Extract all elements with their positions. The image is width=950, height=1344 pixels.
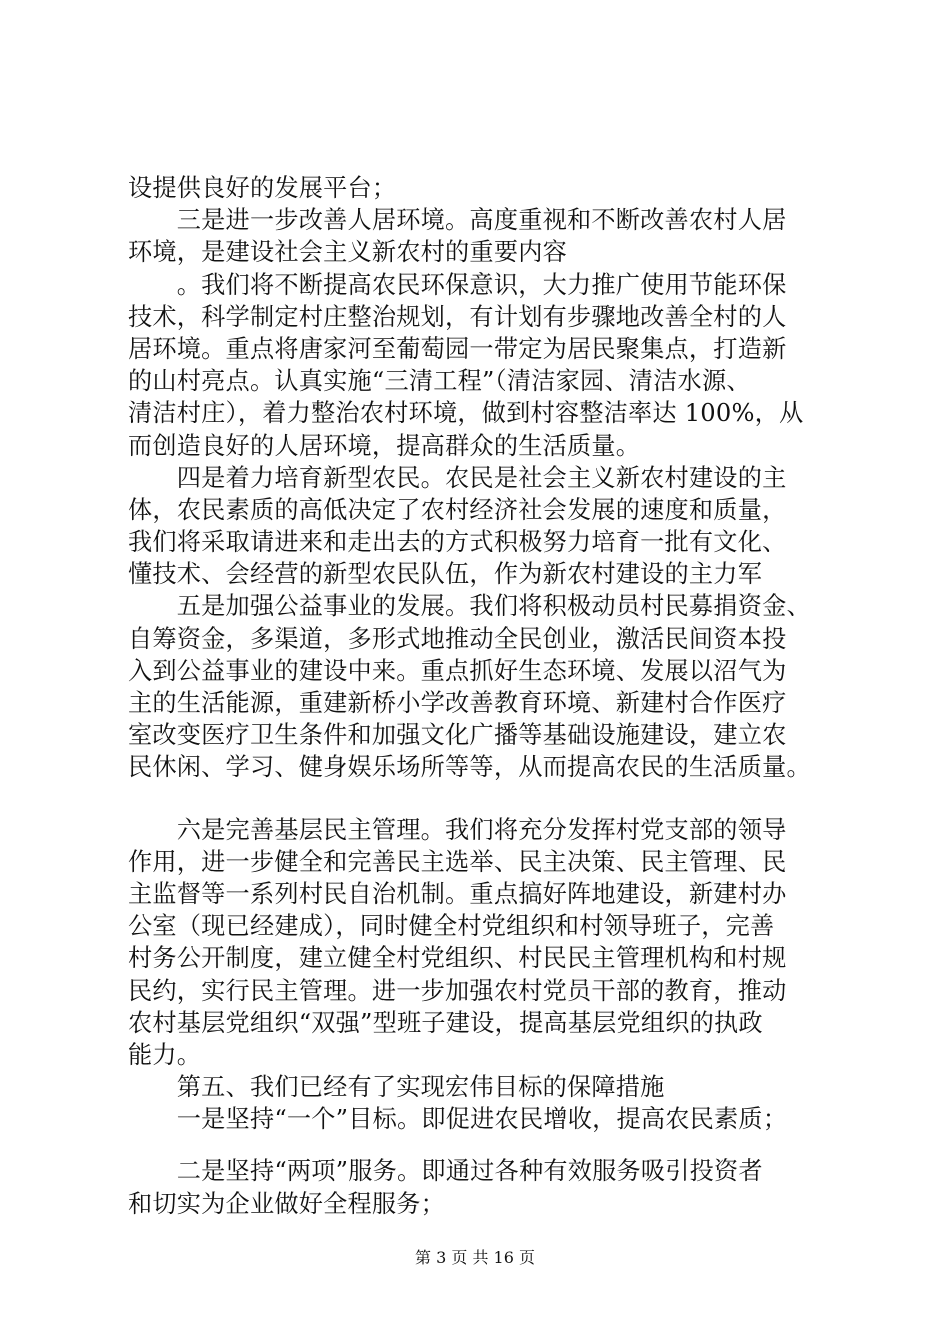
paragraph-start-line: 五是加强公益事业的发展。我们将积极动员村民募捐资金、 — [128, 592, 811, 621]
paragraph-gap — [128, 784, 848, 814]
text-line: 和切实为企业做好全程服务； — [128, 1189, 446, 1218]
paragraph-start-line: 六是完善基层民主管理。我们将充分发挥村党支部的领导 — [128, 815, 787, 844]
text-line: 的山村亮点。认真实施“三清工程”（清洁家园、清洁水源、 — [128, 367, 751, 396]
text-line: 主的生活能源，重建新桥小学改善教育环境、新建村合作医疗 — [128, 689, 787, 717]
text-line: 。我们将不断提高农民环保意识，大力推广使用节能环保 — [128, 270, 787, 299]
paragraph-start-line: 一是坚持“一个”目标。即促进农民增收，提高农民素质； — [128, 1105, 788, 1134]
document-body — [128, 172, 848, 1220]
text-line: 清洁村庄），着力整治农村环境，做到村容整洁率达 100%，从 — [128, 399, 804, 428]
text-line: 农村基层党组织“双强”型班子建设，提高基层党组织的执政 — [128, 1008, 763, 1037]
text-line: 能力。 — [128, 1040, 202, 1069]
text-line: 民休闲、学习、健身娱乐场所等等，从而提高农民的生活质量。 — [128, 753, 811, 782]
section-heading-line: 第五、我们已经有了实现宏伟目标的保障措施 — [128, 1073, 665, 1102]
text-line: 作用，进一步健全和完善民主选举、民主决策、民主管理、民 — [128, 847, 787, 876]
paragraph-gap — [128, 1135, 848, 1155]
text-line: 入到公益事业的建设中来。重点抓好生态环境、发展以沼气为 — [128, 656, 787, 685]
text-line: 懂技术、会经营的新型农民队伍，作为新农村建设的主力军 — [128, 560, 763, 589]
paragraph-start-line: 三是进一步改善人居环境。高度重视和不断改善农村人居 — [128, 206, 787, 235]
text-line: 室改变医疗卫生条件和加强文化广播等基础设施建设，建立农 — [128, 721, 787, 750]
text-line: 设提供良好的发展平台； — [128, 174, 397, 202]
paragraph-start-line: 二是坚持“两项”服务。即通过各种有效服务吸引投资者 — [128, 1157, 763, 1186]
text-line: 村务公开制度，建立健全村党组织、村民民主管理机构和村规 — [128, 944, 787, 973]
text-line: 体，农民素质的高低决定了农村经济社会发展的速度和质量， — [128, 495, 787, 524]
paragraph-start-line: 四是着力培育新型农民。农民是社会主义新农村建设的主 — [128, 463, 787, 492]
page-number-label: 第 3 页 共 16 页 — [415, 1248, 535, 1267]
text-line: 而创造良好的人居环境，提高群众的生活质量。 — [128, 431, 641, 460]
text-line: 技术，科学制定村庄整治规划，有计划有步骤地改善全村的人 — [128, 302, 787, 331]
text-line: 民约，实行民主管理。进一步加强农村党员干部的教育，推动 — [128, 976, 787, 1005]
text-line: 居环境。重点将唐家河至葡萄园一带定为居民聚集点，打造新 — [128, 334, 787, 363]
text-line: 我们将采取请进来和走出去的方式积极努力培育一批有文化、 — [128, 528, 787, 557]
text-line: 主监督等一系列村民自治机制。重点搞好阵地建设，新建村办 — [128, 879, 787, 908]
text-line: 环境，是建设社会主义新农村的重要内容 — [128, 238, 567, 267]
text-line: 自筹资金，多渠道，多形式地推动全民创业，激活民间资本投 — [128, 624, 787, 653]
text-line: 公室（现已经建成），同时健全村党组织和村领导班子，完善 — [128, 912, 775, 941]
page-footer — [0, 1245, 950, 1268]
